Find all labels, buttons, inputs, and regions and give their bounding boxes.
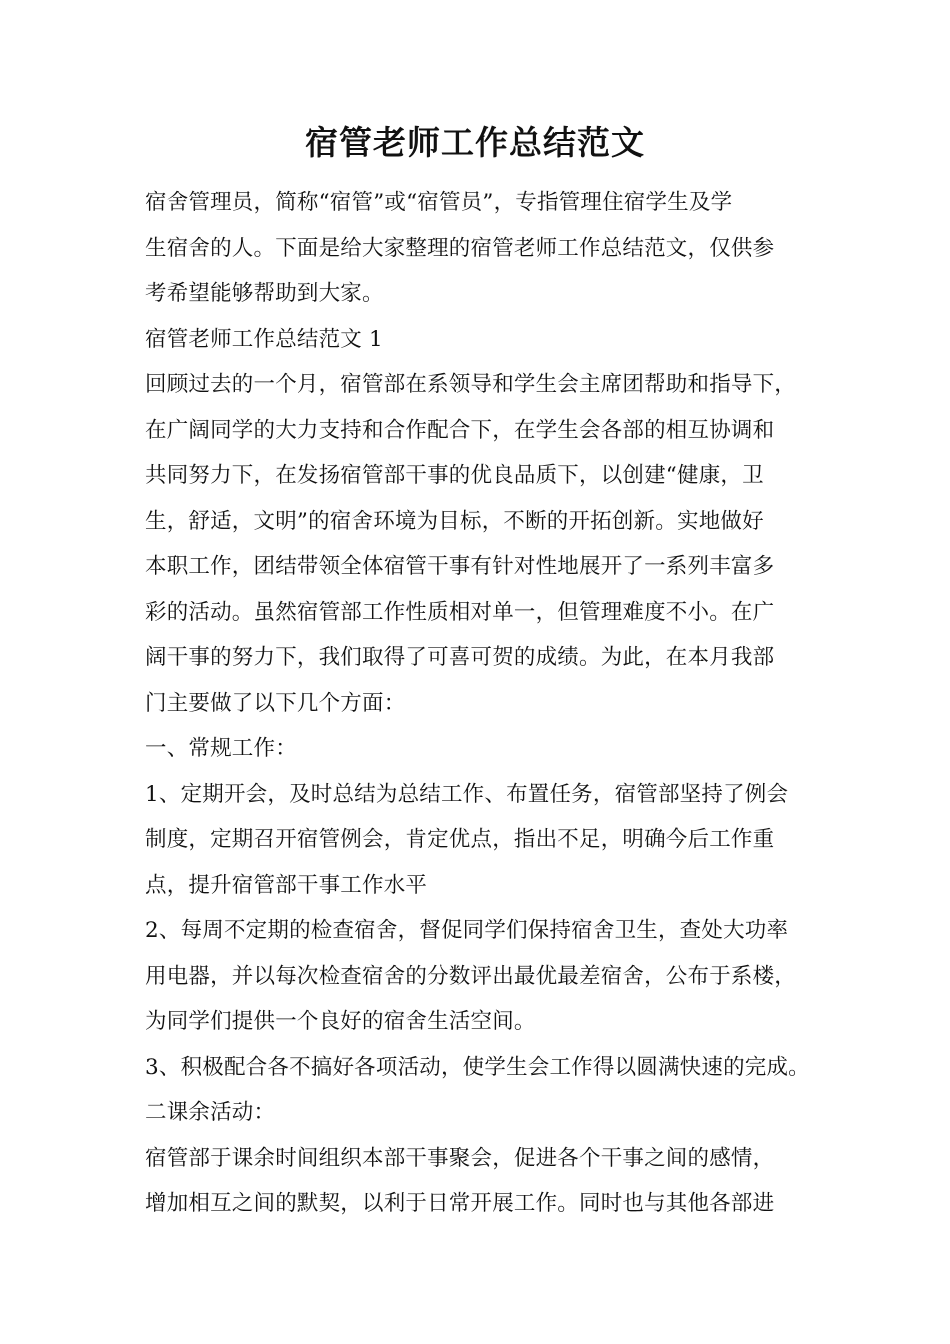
text-line: 点，提升宿管部干事工作水平 [145, 872, 428, 898]
text-line: 为同学们提供一个良好的宿舍生活空间。 [145, 1009, 536, 1034]
text-line: 增加相互之间的默契，以利于日常开展工作。同时也与其他各部进 [145, 1191, 775, 1216]
text-line: 回顾过去的一个月，宿管部在系领导和学生会主席团帮助和指导下， [145, 372, 797, 397]
text-line: 在广阔同学的大力支持和合作配合下，在学生会各部的相互协调和 [145, 417, 775, 443]
text-line: 门主要做了以下几个方面： [145, 690, 406, 716]
text-line: 宿舍管理员，简称“宿管”或“宿管员”，专指管理住宿学生及学 [145, 190, 733, 215]
section-heading: 二课余活动： [145, 1100, 276, 1125]
text-line: 制度，定期召开宿管例会，肯定优点，指出不足，明确今后工作重 [145, 827, 775, 852]
text-line: 1、定期开会，及时总结为总结工作、布置任务，宿管部坚持了例会 [145, 781, 789, 807]
text-line: 用电器，并以每次检查宿舍的分数评出最优最差宿舍，公布于系楼， [145, 963, 797, 989]
text-line: 本职工作，团结带领全体宿管干事有针对性地展开了一系列丰富多 [145, 554, 775, 579]
section-heading: 一、常规工作： [145, 736, 297, 761]
text-line: 阔干事的努力下，我们取得了可喜可贺的成绩。为此，在本月我部 [145, 645, 775, 670]
section-heading: 宿管老师工作总结范文 1 [145, 326, 383, 352]
text-line: 彩的活动。虽然宿管部工作性质相对单一，但管理难度不小。在广 [145, 599, 775, 625]
text-line: 2、每周不定期的检查宿舍，督促同学们保持宿舍卫生，查处大功率 [145, 918, 789, 943]
document-body [145, 180, 835, 1227]
document-title: 宿管老师工作总结范文 [305, 123, 645, 162]
text-line: 3、积极配合各不搞好各项活动，使学生会工作得以圆满快速的完成。 [145, 1054, 810, 1080]
text-line: 宿管部于课余时间组织本部干事聚会，促进各个干事之间的感情， [145, 1145, 775, 1171]
text-line: 考希望能够帮助到大家。 [145, 281, 384, 306]
text-line: 共同努力下，在发扬宿管部干事的优良品质下，以创建“健康，卫 [145, 463, 764, 488]
text-line: 生，舒适，文明”的宿舍环境为目标，不断的开拓创新。实地做好 [145, 508, 764, 534]
text-line: 生宿舍的人。下面是给大家整理的宿管老师工作总结范文，仅供参 [145, 235, 775, 261]
